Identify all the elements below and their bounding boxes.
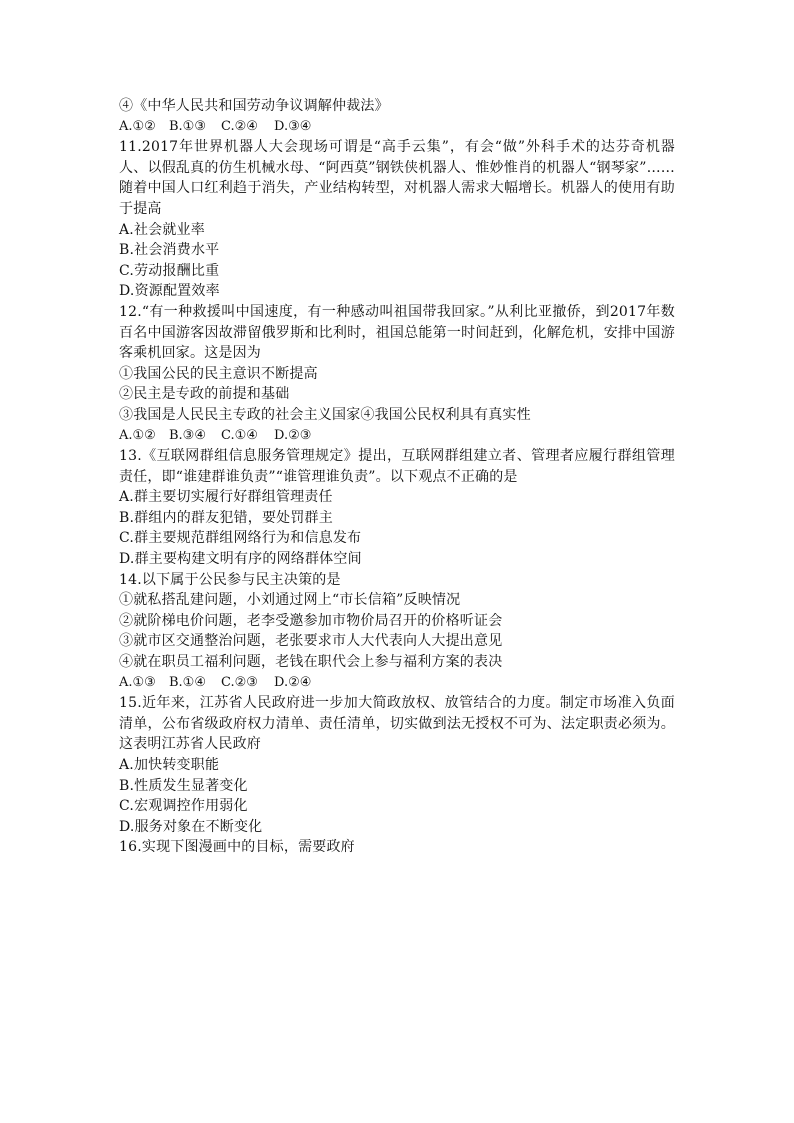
q12-option-a: A.①② — [119, 427, 156, 443]
q14-option-d: D.②④ — [274, 674, 312, 690]
q10-item-4: ④《中华人民共和国劳动争议调解仲裁法》 — [119, 98, 389, 114]
q11-option-a: A.社会就业率 — [119, 221, 205, 238]
q12-option-b: B.③④ — [169, 427, 206, 443]
q12-options — [119, 426, 675, 447]
q12-item-3-4: ③我国是人民民主专政的社会主义国家④我国公民权利具有真实性 — [119, 406, 531, 423]
q13-option-d: D.群主要构建文明有序的网络群体空间 — [119, 551, 362, 568]
q13-option-c: C.群主要规范群组网络行为和信息发布 — [119, 530, 362, 547]
q10-option-b: B.①③ — [169, 118, 206, 134]
q12-item-2: ②民主是专政的前提和基础 — [119, 386, 290, 403]
q15-stem: 15.近年来，江苏省人民政府进一步加大简政放权、放管结合的力度。制定市场准入负面清单，公布省级政府权力清单、责任清单，切实做到法无授权不可为、法定职责必须为。这表明江苏省人民政府 — [119, 695, 675, 753]
q11-option-c: C.劳动报酬比重 — [119, 262, 220, 279]
q14-option-c: C.②③ — [221, 674, 258, 690]
q14-item-1: ①就私搭乱建问题，小刘通过网上“市长信箱”反映情况 — [119, 592, 461, 609]
q14-option-b: B.①④ — [169, 674, 206, 690]
q14-options — [119, 673, 675, 694]
q15-option-b: B.性质发生显著变化 — [119, 777, 248, 794]
q12-option-d: D.②③ — [274, 427, 312, 443]
q13-option-a: A.群主要切实履行好群组管理责任 — [119, 489, 333, 506]
q14-option-a: A.①③ — [119, 674, 156, 690]
q14-item-3: ③就市区交通整治问题，老张要求市人大代表向人大提出意见 — [119, 633, 503, 650]
q14-stem: 14.以下属于公民参与民主决策的是 — [119, 571, 341, 588]
q16-stem: 16.实现下图漫画中的目标，需要政府 — [119, 839, 355, 856]
exam-page — [119, 96, 675, 858]
q15-option-d: D.服务对象在不断变化 — [119, 818, 263, 835]
q14-item-4: ④就在职员工福利问题，老钱在职代会上参与福利方案的表决 — [119, 654, 503, 671]
q13-option-b: B.群组内的群友犯错，要处罚群主 — [119, 509, 333, 526]
q10-options — [119, 117, 675, 138]
q13-stem: 13.《互联网群组信息服务管理规定》提出，互联网群组建立者、管理者应履行群组管理责任，即“谁建群谁负责”“谁管理谁负责”。以下观点不正确的是 — [119, 448, 675, 485]
q12-item-1: ①我国公民的民主意识不断提高 — [119, 365, 318, 382]
q10-option-a: A.①② — [119, 118, 156, 134]
q11-option-b: B.社会消费水平 — [119, 242, 220, 259]
q12-stem: 12.“有一种救援叫中国速度，有一种感动叫祖国带我回家。”从利比亚撤侨，到2017年数百名中国游客因故滞留俄罗斯和比利时，祖国总能第一时间赶到，化解危机，安排中国游客乘机回家。这是因为 — [119, 303, 675, 362]
q15-option-a: A.加快转变职能 — [119, 757, 220, 773]
q15-option-c: C.宏观调控作用弱化 — [119, 798, 248, 815]
q12-option-c: C.①④ — [221, 427, 258, 443]
q10-option-c: C.②④ — [221, 118, 258, 134]
q14-item-2: ②就阶梯电价问题，老李受邀参加市物价局召开的价格听证会 — [119, 612, 503, 629]
q10-option-d: D.③④ — [274, 118, 312, 134]
q11-option-d: D.资源配置效率 — [119, 283, 220, 300]
q11-stem: 11.2017年世界机器人大会现场可谓是“高手云集”，有会“做”外科手术的达芬奇机器人、以假乱真的仿生机械水母、“阿西莫”钢铁侠机器人、惟妙惟肖的机器人“钢琴家”……随着中国人口红利趋于消失，产业结构转型，对机器人需求大幅增长。机器人的使用有助于提高 — [119, 139, 675, 217]
